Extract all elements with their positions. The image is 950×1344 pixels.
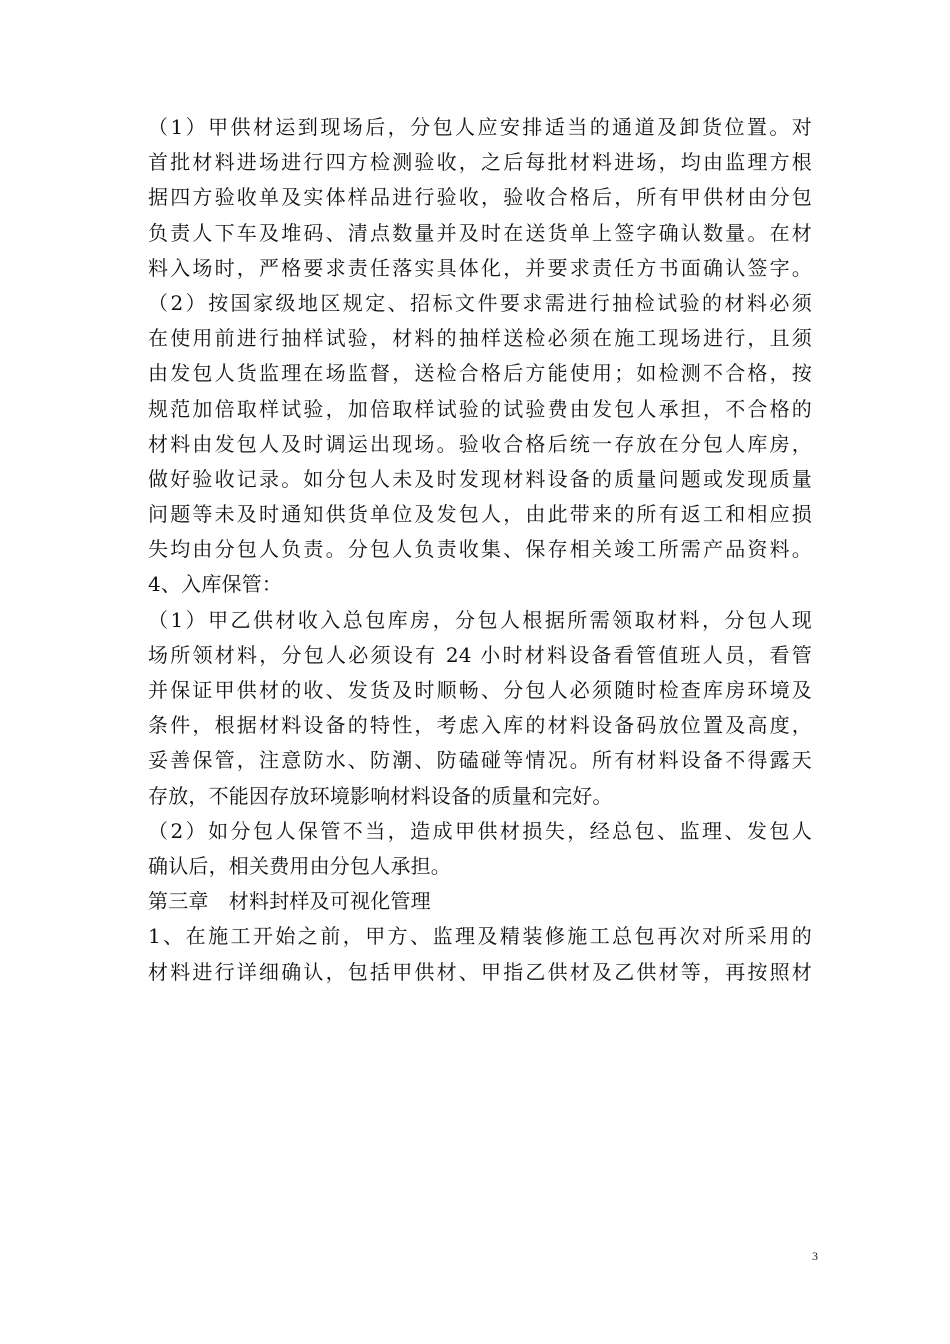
- text-line: （2）按国家级地区规定、招标文件要求需进行抽检试验的材料必须: [148, 290, 812, 315]
- text-line: 妥善保管，注意防水、防潮、防磕碰等情况。所有材料设备不得露天: [148, 748, 812, 773]
- text-line: 场所领材料，分包人必须设有 24 小时材料设备看管值班人员，看管: [148, 642, 812, 667]
- text-line: 料入场时，严格要求责任落实具体化，并要求责任方书面确认签字。: [148, 255, 812, 280]
- text-line: 存放，不能因存放环境影响材料设备的质量和完好。: [148, 783, 613, 808]
- section-heading: 4、入库保管：: [148, 572, 283, 597]
- text-line: （2）如分包人保管不当，造成甲供材损失，经总包、监理、发包人: [148, 818, 812, 843]
- text-line: （1）甲供材运到现场后，分包人应安排适当的通道及卸货位置。对: [148, 115, 812, 139]
- text-line: 1、在施工开始之前，甲方、监理及精装修施工总包再次对所采用的: [148, 924, 812, 949]
- text-line: 在使用前进行抽样试验，材料的抽样送检必须在施工现场进行，且须: [148, 326, 812, 351]
- text-line: 问题等未及时通知供货单位及发包人，由此带来的所有返工和相应损: [148, 502, 812, 527]
- text-line: 条件，根据材料设备的特性，考虑入库的材料设备码放位置及高度，: [148, 713, 812, 738]
- text-line: 规范加倍取样试验，加倍取样试验的试验费由发包人承担，不合格的: [148, 396, 812, 421]
- text-line: 材料进行详细确认，包括甲供材、甲指乙供材及乙供材等，再按照材: [148, 959, 812, 984]
- text-line: 并保证甲供材的收、发货及时顺畅、分包人必须随时检查库房环境及: [148, 678, 812, 702]
- text-line: 做好验收记录。如分包人未及时发现材料设备的质量问题或发现质量: [148, 466, 812, 491]
- text-line: 首批材料进场进行四方检测验收，之后每批材料进场，均由监理方根: [148, 150, 812, 175]
- text-line: 负责人下车及堆码、清点数量并及时在送货单上签字确认数量。在材: [148, 220, 812, 245]
- body-text: [148, 110, 812, 990]
- text-line: （1）甲乙供材收入总包库房，分包人根据所需领取材料，分包人现: [148, 607, 812, 632]
- page-number: 3: [812, 1249, 818, 1263]
- chapter-heading: 第三章 材料封样及可视化管理: [148, 889, 431, 914]
- text-line: 据四方验收单及实体样品进行验收，验收合格后，所有甲供材由分包: [148, 185, 812, 210]
- text-line: 由发包人货监理在场监督，送检合格后方能使用；如检测不合格，按: [148, 361, 812, 386]
- text-line: 确认后，相关费用由分包人承担。: [148, 853, 451, 878]
- text-line: 失均由分包人负责。分包人负责收集、保存相关竣工所需产品资料。: [148, 537, 812, 562]
- text-line: 材料由发包人及时调运出现场。验收合格后统一存放在分包人库房，: [148, 431, 812, 456]
